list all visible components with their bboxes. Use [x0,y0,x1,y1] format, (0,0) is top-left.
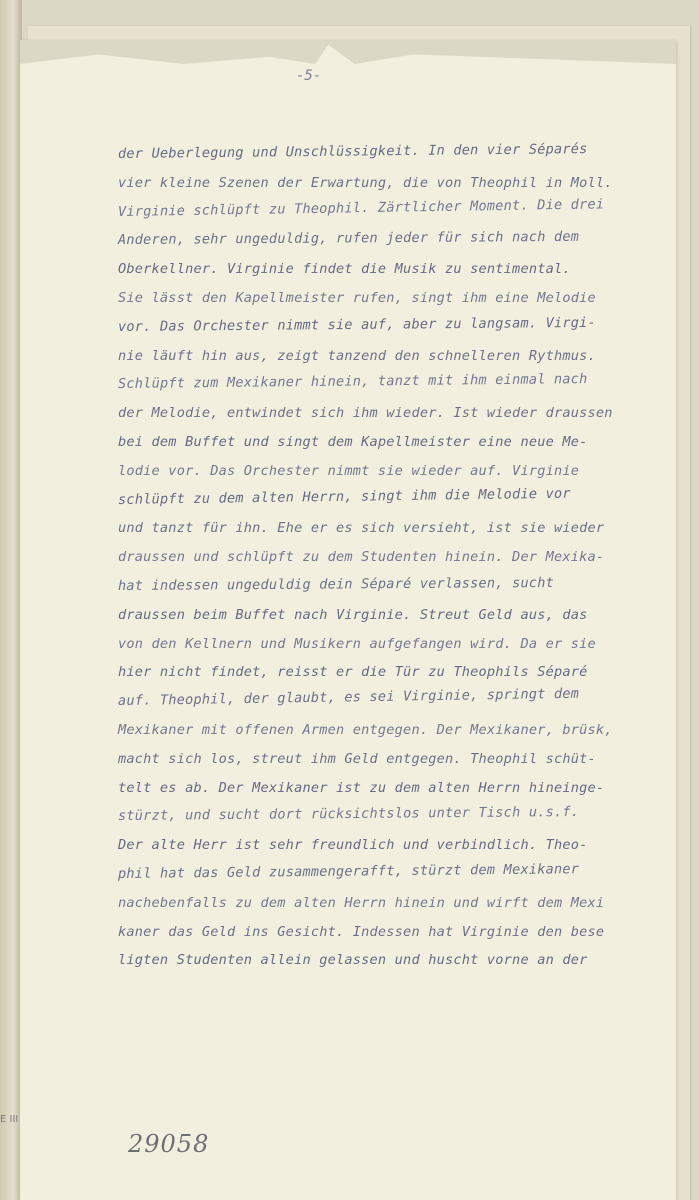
text-line: von den Kellnern und Musikern aufgefangen wird. Da er sie [118,635,596,652]
text-line: Schlüpft zum Mexikaner hinein, tanzt mit ihm einmal nach [117,371,588,393]
text-line: macht sich los, streut ihm Geld entgegen. Theophil schüt- [118,750,596,767]
text-line: draussen und schlüpft zu dem Studenten hinein. Der Mexika- [118,549,605,566]
margin-mark: E III [0,1114,19,1125]
text-line: ligten Studenten allein gelassen und huscht vorne an der [118,952,588,969]
text-line: telt es ab. Der Mexikaner ist zu dem alten Herrn hineinge- [118,779,605,796]
text-line: Anderen, sehr ungeduldig, rufen jeder für sich nach dem [117,229,580,249]
text-line: und tanzt für ihn. Ehe er es sich versieht, ist sie wieder [118,520,605,537]
text-line: hat indessen ungeduldig dein Séparé verlassen, sucht [117,574,555,594]
text-line: Mexikaner mit offenen Armen entgegen. Der Mexikaner, brüsk, [118,721,613,738]
text-line: lodie vor. Das Orchester nimmt sie wieder auf. Virginie [118,462,580,479]
adjacent-sheet-edge [0,0,22,1200]
text-line: Virginie schlüpft zu Theophil. Zärtlicher Moment. Die drei [117,195,605,220]
text-line: hier nicht findet, reisst er die Tür zu Theophils Séparé [118,664,588,681]
text-line: nachebenfalls zu dem alten Herrn hinein und wirft dem Mexi [118,894,605,911]
text-line: vor. Das Orchester nimmt sie auf, aber zu langsam. Virgi- [117,314,596,335]
catalog-number: 29058 [128,1130,210,1158]
text-line: der Ueberlegung und Unschlüssigkeit. In den vier Séparés [117,141,588,162]
text-line: phil hat das Geld zusammengerafft, stürzt dem Mexikaner [117,861,580,882]
text-line: stürzt, und sucht dort rücksichtslos unter Tisch u.s.f. [117,804,580,825]
typescript-page [20,40,676,1200]
text-line: kaner das Geld ins Gesicht. Indessen hat Virginie den bese [118,923,605,940]
torn-top-edge [20,40,676,64]
text-line: draussen beim Buffet nach Virginie. Streut Geld aus, das [118,606,588,623]
text-line: schlüpft zu dem alten Herrn, singt ihm die Melodie vor [117,485,571,508]
text-line: nie läuft hin aus, zeigt tanzend den schnelleren Rythmus. [118,347,596,364]
text-line: vier kleine Szenen der Erwartung, die von Theophil in Moll. [118,174,613,191]
text-line: Oberkellner. Virginie findet die Musik zu sentimental. [118,261,571,278]
text-line: Sie lässt den Kapellmeister rufen, singt ihm eine Melodie [118,289,596,306]
text-line: bei dem Buffet und singt dem Kapellmeister eine neue Me- [118,433,588,450]
text-line: der Melodie, entwindet sich ihm wieder. Ist wieder draussen [118,405,613,422]
text-line: Der alte Herr ist sehr freundlich und verbindlich. Theo- [118,837,588,854]
text-line: auf. Theophil, der glaubt, es sei Virginie, springt dem [117,685,580,710]
page-number: -5- [296,68,322,84]
typescript-body [118,140,658,975]
